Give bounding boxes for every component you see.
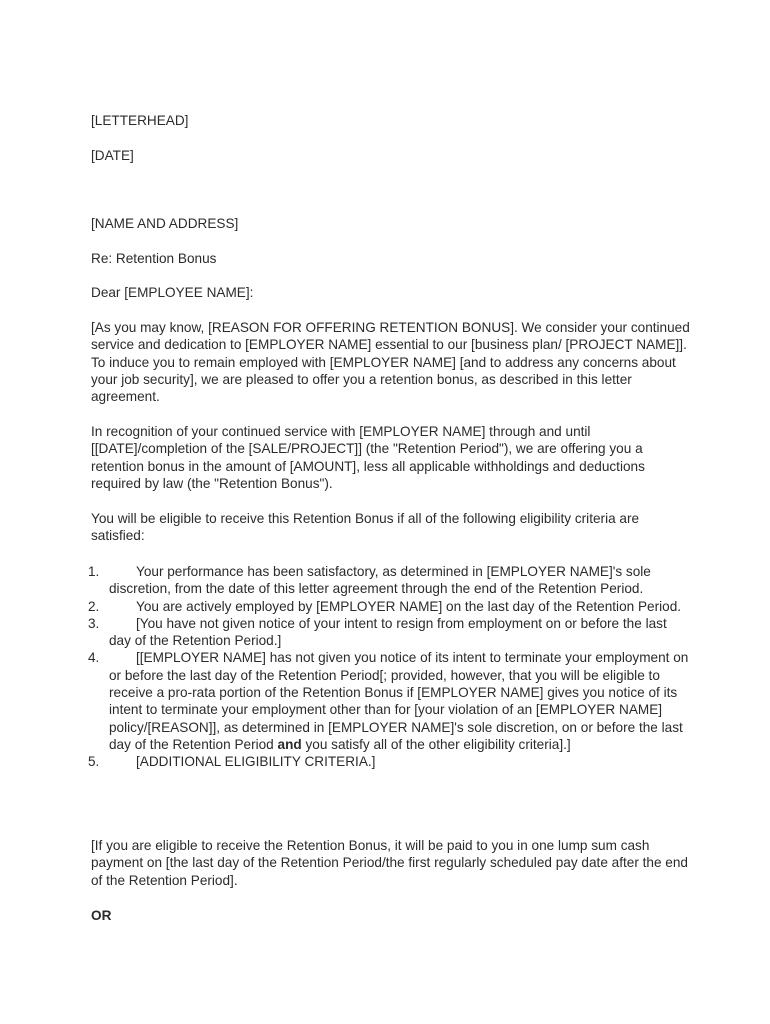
intro-paragraph: [As you may know, [REASON FOR OFFERING RETENTION BONUS]. We consider your continued service and dedication to [EMPLOYER NAME] essential to our [business plan/ [PROJECT NAME]]. To induce you to remain employed with [EMPLOYER NAME] [and to address any concerns about your job security], we are pleased to offer you a retention bonus, as described in this letter agreement. bbox=[91, 320, 690, 405]
list-text-bold: and bbox=[277, 736, 302, 752]
name-and-address: [NAME AND ADDRESS] bbox=[91, 216, 239, 231]
list-text: [You have not given notice of your intent to resign from employment on or before the last day of the Retention Period.] bbox=[109, 615, 667, 649]
list-item bbox=[88, 753, 691, 770]
eligibility-criteria-list bbox=[88, 563, 691, 771]
list-number: 5. bbox=[88, 754, 100, 770]
eligibility-intro: You will be eligible to receive this Retention Bonus if all of the following eligibility criteria are satisfied: bbox=[91, 511, 640, 544]
or-label: OR bbox=[91, 908, 112, 923]
retention-period-paragraph: In recognition of your continued service with [EMPLOYER NAME] through and until [[DATE]/completion of the [SALE/PROJECT]] (the "Retention Period"), we are offering you a retention bonus in the amount of [AMOUNT], less all applicable withholdings and deductions required by law (the "Retention Bonus"). bbox=[91, 424, 645, 491]
list-text-main: [[EMPLOYER NAME] has not given you notice of its intent to terminate your employment on or before the last day of the Retention Period[; provided, however, that you will be eligible to receive a pro-rata portion of the Retention Bonus if [EMPLOYER NAME] gives you notice of its intent to terminate your employment other than for [your violation of an [EMPLOYER NAME] policy/[REASON]], as determined in [EMPLOYER NAME]'s sole discretion, on or before the last day of the Retention Period bbox=[109, 650, 689, 752]
list-number: 2. bbox=[88, 598, 100, 614]
list-item bbox=[88, 649, 691, 753]
list-text: You are actively employed by [EMPLOYER NAME] on the last day of the Retention Period. bbox=[136, 598, 682, 614]
list-text-end: you satisfy all of the other eligibility criteria].] bbox=[305, 736, 571, 752]
list-text bbox=[109, 649, 691, 753]
list-item bbox=[88, 598, 691, 615]
letterhead: [LETTERHEAD] bbox=[91, 113, 189, 128]
list-text: Your performance has been satisfactory, as determined in [EMPLOYER NAME]'s sole discretion, from the date of this letter agreement through the end of the Retention Period. bbox=[109, 564, 651, 597]
list-item bbox=[88, 615, 691, 650]
list-text: [ADDITIONAL ELIGIBILITY CRITERIA.] bbox=[136, 754, 376, 770]
list-number: 1. bbox=[88, 564, 100, 579]
re-line: Re: Retention Bonus bbox=[91, 251, 217, 266]
list-number: 3. bbox=[88, 615, 100, 631]
list-number: 4. bbox=[88, 650, 100, 666]
date-line: [DATE] bbox=[91, 148, 134, 163]
payment-paragraph: [If you are eligible to receive the Retention Bonus, it will be paid to you in one lump sum cash payment on [the last day of the Retention Period/the first regularly scheduled pay date after the end of the Retention Period]. bbox=[91, 838, 688, 888]
salutation: Dear [EMPLOYEE NAME]: bbox=[91, 285, 254, 300]
list-item bbox=[88, 563, 691, 598]
